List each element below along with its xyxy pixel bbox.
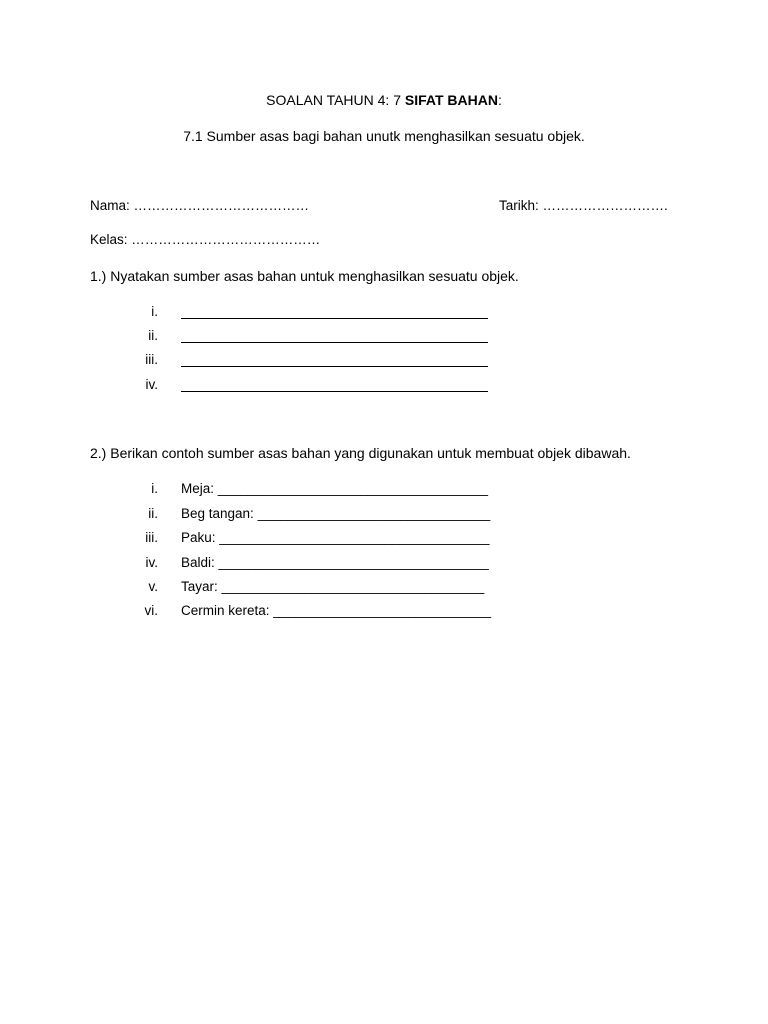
q2-item-numeral: iii. (145, 530, 158, 545)
q2-item-numeral: iv. (145, 555, 158, 570)
nama-field[interactable]: Nama: ………………………………… (90, 198, 310, 213)
kelas-field[interactable]: Kelas: …………………………………… (90, 232, 321, 247)
title-topic: SIFAT BAHAN (404, 92, 498, 108)
q2-item-numeral: v. (148, 579, 158, 594)
title-suffix: : (497, 92, 502, 108)
q2-item-cermin-kereta[interactable]: Cermin kereta: _____________________________ (181, 603, 492, 618)
q2-item-beg-tangan[interactable]: Beg tangan: _______________________________ (181, 506, 491, 521)
q2-item-numeral: ii. (148, 506, 158, 521)
worksheet-subtitle: 7.1 Sumber asas bagi bahan unutk menghasilkan sesuatu objek. (183, 128, 585, 144)
question-1-text: 1.) Nyatakan sumber asas bahan untuk menghasilkan sesuatu objek. (90, 268, 519, 284)
title-prefix: SOALAN TAHUN 4: 7 (266, 92, 405, 108)
q2-item-numeral: vi. (144, 603, 158, 618)
q2-item-tayar[interactable]: Tayar: ___________________________________ (181, 579, 485, 594)
q2-item-baldi[interactable]: Baldi: ____________________________________ (181, 555, 489, 570)
q1-item-numeral: ii. (148, 328, 158, 343)
q1-answer-line[interactable] (181, 304, 488, 319)
q1-answer-line[interactable] (181, 352, 488, 367)
tarikh-field[interactable]: Tarikh: ………………………. (499, 198, 668, 213)
q1-answer-line[interactable] (181, 377, 488, 392)
q2-item-paku[interactable]: Paku: ____________________________________ (181, 530, 490, 545)
q1-answer-line[interactable] (181, 328, 488, 343)
q2-item-numeral: i. (151, 481, 158, 496)
q1-item-numeral: i. (151, 304, 158, 319)
question-2-text: 2.) Berikan contoh sumber asas bahan yang digunakan untuk membuat objek dibawah. (90, 445, 631, 461)
q1-item-numeral: iii. (145, 352, 158, 367)
q2-item-meja[interactable]: Meja: ____________________________________ (181, 481, 489, 496)
q1-item-numeral: iv. (145, 377, 158, 392)
worksheet-title (0, 92, 768, 108)
